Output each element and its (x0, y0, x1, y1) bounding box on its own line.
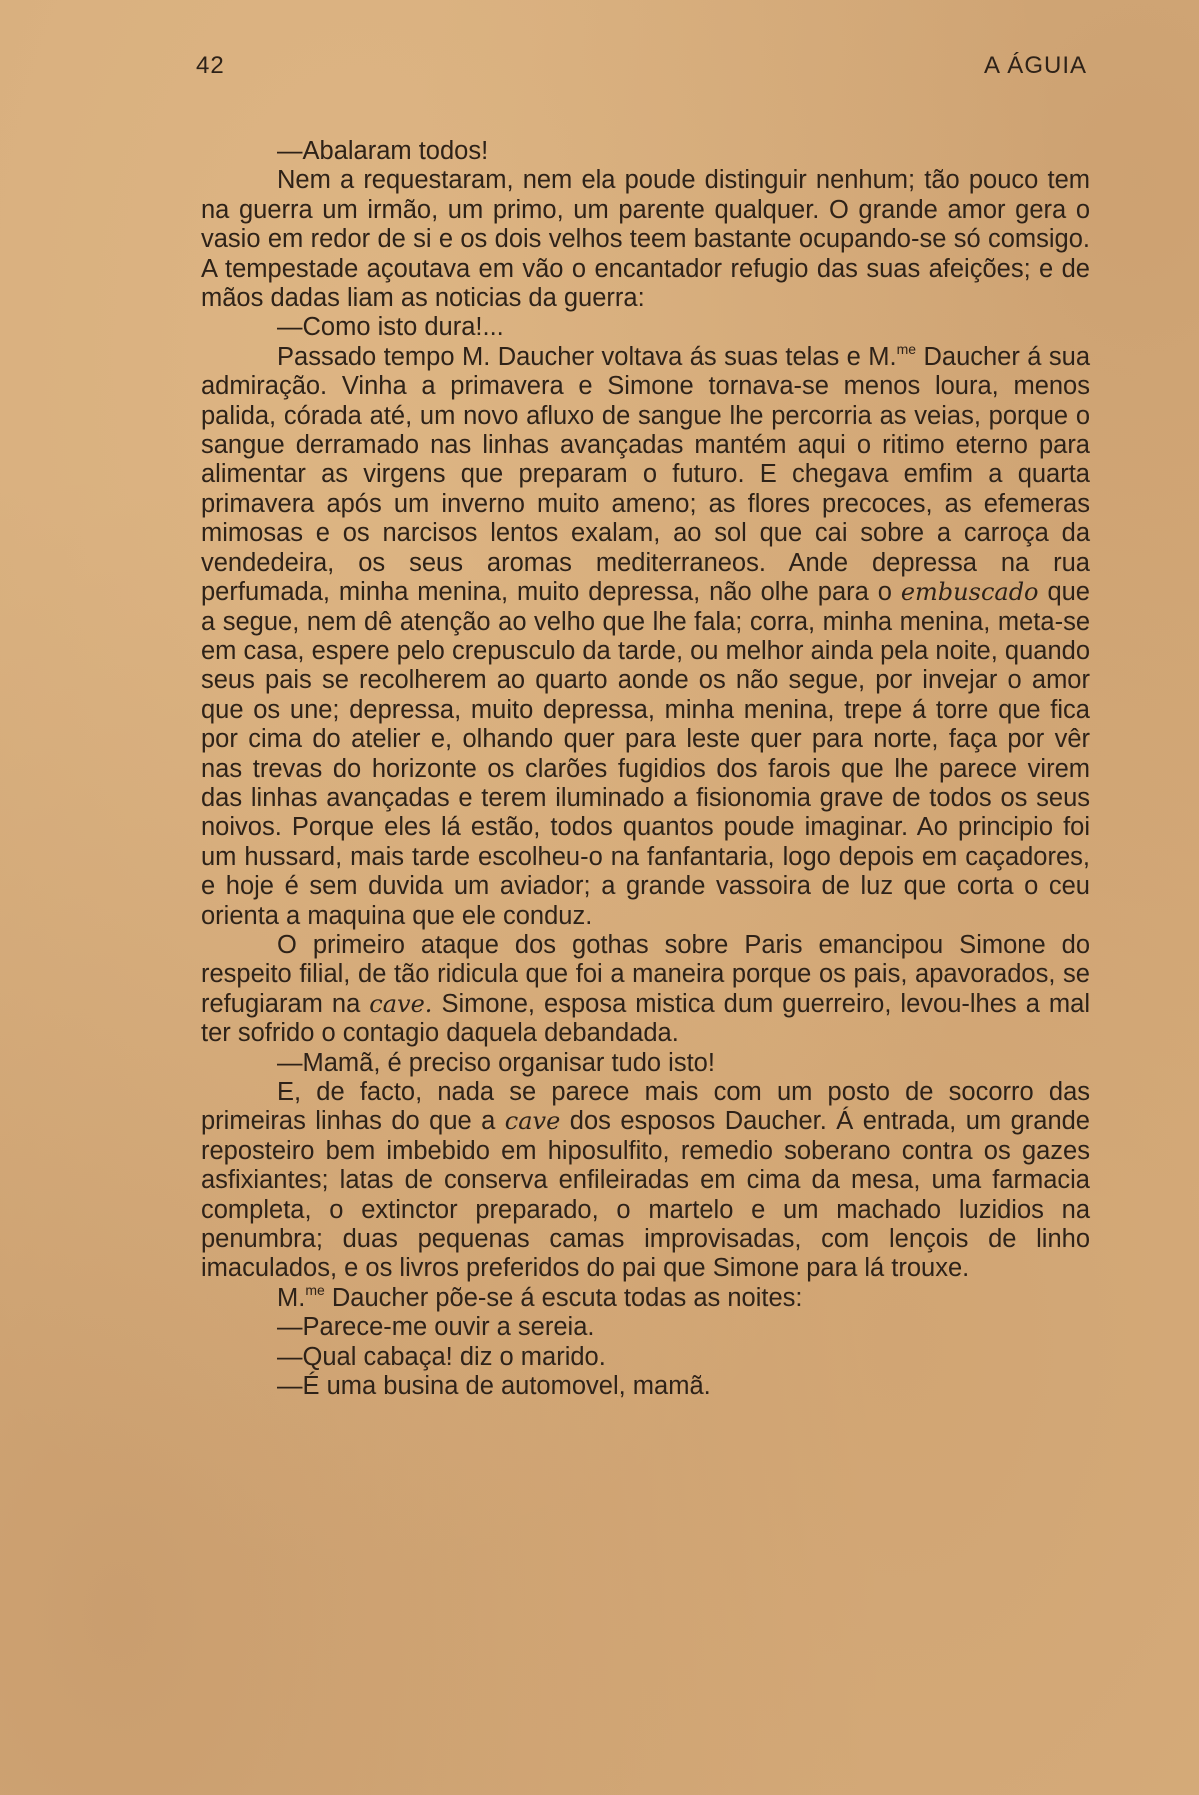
text-span: E, de facto, nada se parece mais com um posto de socorro das primeiras linhas do que a (201, 1078, 1090, 1136)
text-span: que a segue, nem dê atenção ao velho que lhe fala; corra, minha menina, meta-se em casa, espere pelo crepusculo da tarde, ou melhor ainda pela noite, quando seus pais se recolherem ao quarto aonde os não segue, por invejar o amor que os une; depressa, muito depressa, minha menina, trepe á torre que fica por cima do atelier e, olhando quer para leste quer para norte, faça por vêr nas trevas do horizonte os clarões fugidios dos farois que lhe parece virem das linhas avançadas e terem iluminado a fisionomia grave de todos os seus noivos. Porque eles lá estão, todos quantos poude imaginar. Ao principio foi um hussard, mais tarde escolheu-o na fanfantaria, logo depois em caçadores, e hoje é sem duvida um aviador; a grande vassoira de luz que corta o ceu orienta a maquina que ele conduz. (201, 578, 1090, 930)
italic-word: cave (504, 1107, 561, 1136)
paragraph: —É uma busina de automovel, mamã. (277, 1372, 711, 1401)
paragraph: —Abalaram todos! (277, 137, 489, 165)
italic-word: cave. (369, 989, 433, 1018)
paragraph (201, 340, 1090, 931)
paragraph: Nem a requestaram, nem ela poude distinguir nenhum; tão pouco tem na guerra um irmão, um primo, um parente qualquer. O grande amor gera o vasio em redor de si e os dois velhos teem bastante ocupando-se só comsigo. A tempestade açoutava em vão o encantador refugio das suas afeições; e de mãos dadas liam as noticias da guerra: (201, 166, 1090, 313)
paragraph (201, 931, 1090, 1049)
text-span: dos esposos Daucher. Á entrada, um grande reposteiro bem imbebido em hiposulfito, remedio soberano contra os gazes asfixiantes; latas de conserva enfileiradas em cima da mesa, uma farmacia completa, o extinctor preparado, o martelo e um machado luzidios na penumbra; duas pequenas camas improvisadas, com lençois de linho imaculados, e os livros preferidos do pai que Simone para lá trouxe. (201, 1107, 1090, 1283)
text-span: O primeiro ataque dos gothas sobre Paris emancipou Simone do respeito filial, de tão ridicula que foi a maneira porque os pais, apavorados, se refugiaram na (201, 930, 1090, 1018)
running-head (196, 52, 1087, 82)
paragraph (201, 1078, 1090, 1284)
text-span: Daucher põe-se á escuta todas as noites: (324, 1283, 803, 1312)
page-number: 42 (196, 52, 225, 79)
paragraph: —Qual cabaça! diz o marido. (277, 1342, 606, 1371)
superscript: me (896, 340, 917, 357)
text-span: Passado tempo M. Daucher voltava ás suas telas e M. (277, 342, 897, 371)
superscript: me (305, 1281, 325, 1298)
text-span: Daucher á sua admiração. Vinha a primavera e Simone tornava-se menos loura, menos palida, córada até, um novo afluxo de sangue lhe percorria as veias, porque o sangue derramado nas linhas avançadas mantém aqui o ritimo eterno para alimentar as virgens que preparam o futuro. E chegava emfim a quarta primavera após um inverno muito ameno; as flores precoces, as efemeras mimosas e os narcisos lentos exalam, ao sol que cai sobre a carroça da vendedeira, os seus aromas mediterraneos. Ande depressa na rua perfumada, minha menina, muito depressa, não olhe para o (201, 342, 1090, 607)
journal-title: A ÁGUIA (983, 52, 1087, 79)
text-span: Simone, esposa mistica dum guerreiro, levou-lhes a mal ter sofrido o contagio daquela debandada. (201, 989, 1090, 1048)
body-text (201, 137, 1090, 1401)
paragraph: —Mamã, é preciso organisar tudo isto! (277, 1048, 715, 1077)
paragraph (201, 1281, 1090, 1313)
text-span: M. (277, 1283, 306, 1312)
paragraph: —Como isto dura!... (277, 313, 504, 342)
paragraph: —Parece-me ouvir a sereia. (277, 1313, 595, 1342)
italic-word: embuscado (900, 578, 1039, 607)
